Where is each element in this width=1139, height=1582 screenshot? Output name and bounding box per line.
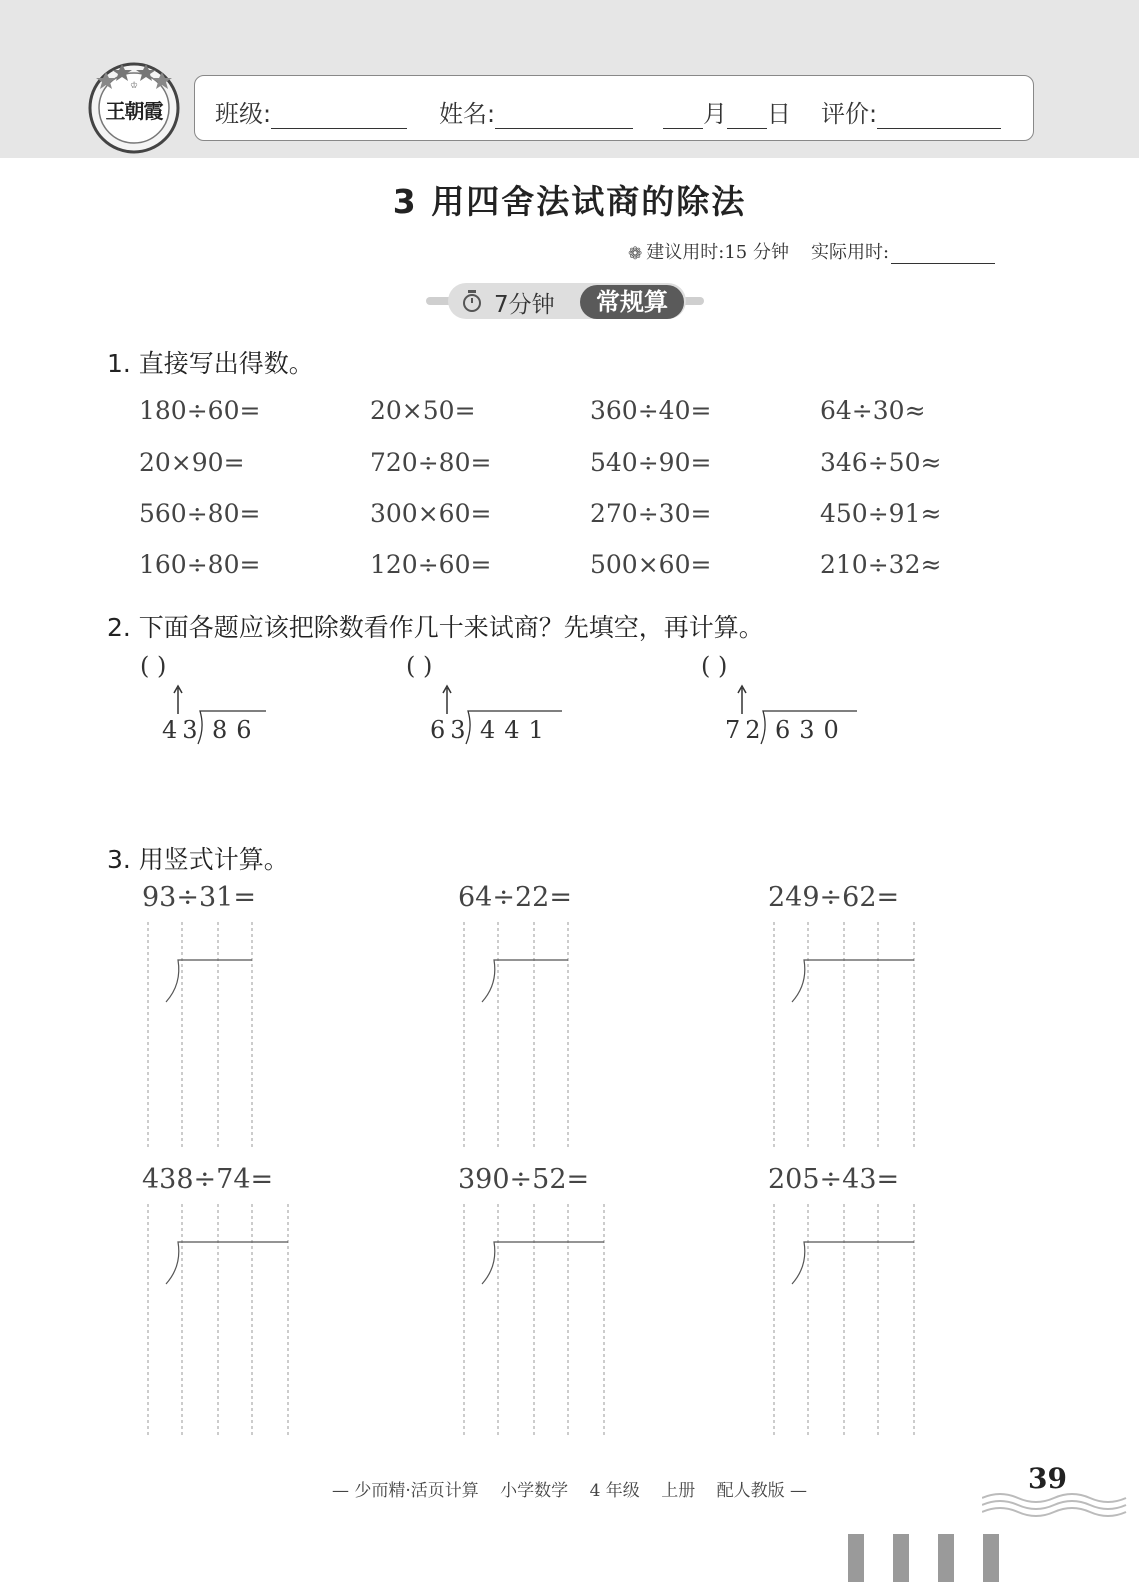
class-label: 班级:: [215, 100, 272, 128]
publisher-logo: [86, 58, 182, 154]
work-grid[interactable]: [766, 922, 926, 1152]
month-input-line[interactable]: [663, 102, 703, 129]
q1-item: 540÷90=: [590, 448, 712, 477]
class-input-line[interactable]: [271, 102, 407, 129]
q1-item: 560÷80=: [139, 499, 261, 528]
vertical-calc-problem: 390÷52=: [458, 1164, 590, 1195]
suggested-time: 建议用时:15 分钟: [646, 242, 789, 263]
divisor: 63: [430, 716, 471, 744]
page-title: 3 用四舍法试商的除法: [392, 182, 747, 221]
footer-grade: 4 年级: [589, 1481, 640, 1501]
date-field: [663, 94, 791, 129]
work-grid[interactable]: [140, 922, 270, 1152]
actual-time-input-line[interactable]: [891, 243, 995, 264]
edge-tab: [893, 1534, 909, 1582]
stopwatch-icon: [460, 289, 484, 313]
up-arrow-icon: [736, 684, 748, 714]
day-input-line[interactable]: [727, 102, 767, 129]
logo-text: 王朝霞: [105, 99, 163, 123]
vertical-calc-problem: 64÷22=: [458, 882, 572, 913]
vertical-calc-problem: 438÷74=: [142, 1164, 274, 1195]
footer-edition: 配人教版 —: [716, 1481, 808, 1501]
up-arrow-icon: [172, 684, 184, 714]
month-label: 月: [703, 100, 727, 128]
rating-input-line[interactable]: [877, 102, 1001, 129]
footer-book: — 少而精·活页计算: [331, 1481, 479, 1501]
edge-tab: [848, 1534, 864, 1582]
class-field: [215, 94, 407, 129]
section-label: 常规算: [580, 285, 684, 319]
svg-text:♔: ♔: [129, 81, 139, 91]
rating-field: [821, 94, 1001, 129]
work-grid[interactable]: [456, 1204, 616, 1440]
q1-item: 360÷40=: [590, 396, 712, 425]
estimate-answer-blank[interactable]: ( ): [701, 652, 728, 680]
up-arrow-icon: [441, 684, 453, 714]
student-info-box: [194, 75, 1034, 141]
q1-item: 346÷50≈: [820, 448, 942, 477]
footer: [0, 1476, 1139, 1501]
q2-prompt: 2. 下面各题应该把除数看作几十来试商？先填空，再计算。: [107, 613, 764, 642]
q1-item: 20×90=: [139, 448, 245, 477]
q1-item: 500×60=: [590, 550, 712, 579]
rating-label: 评价:: [821, 100, 878, 128]
footer-subject: 小学数学: [500, 1481, 569, 1501]
section-time: 7分钟: [494, 292, 555, 318]
footer-volume: 上册: [661, 1481, 696, 1501]
name-input-line[interactable]: [495, 102, 633, 129]
vertical-calc-problem: 249÷62=: [768, 882, 900, 913]
estimate-answer-blank[interactable]: ( ): [140, 652, 167, 680]
clock-gear-icon: ❁: [628, 244, 643, 264]
q1-prompt: 1. 直接写出得数。: [107, 349, 314, 378]
edge-tab: [983, 1534, 999, 1582]
dividend: 630: [775, 716, 848, 744]
vertical-calc-problem: 93÷31=: [142, 882, 256, 913]
work-grid[interactable]: [456, 922, 586, 1152]
edge-tab: [938, 1534, 954, 1582]
estimate-answer-blank[interactable]: ( ): [406, 652, 433, 680]
work-grid[interactable]: [140, 1204, 300, 1440]
timing-line: [628, 238, 995, 264]
page-number: 39: [1028, 1462, 1067, 1495]
actual-time-label: 实际用时:: [810, 242, 890, 263]
name-label: 姓名:: [439, 100, 496, 128]
q1-item: 20×50=: [370, 396, 476, 425]
q1-item: 120÷60=: [370, 550, 492, 579]
q3-prompt: 3. 用竖式计算。: [107, 845, 289, 874]
divisor: 43: [162, 716, 203, 744]
day-label: 日: [767, 100, 791, 128]
q1-item: 64÷30≈: [820, 396, 926, 425]
q1-item: 720÷80=: [370, 448, 492, 477]
divisor: 72: [725, 716, 766, 744]
dividend: 441: [480, 716, 553, 744]
vertical-calc-problem: 205÷43=: [768, 1164, 900, 1195]
q1-item: 210÷32≈: [820, 550, 942, 579]
q1-item: 270÷30=: [590, 499, 712, 528]
work-grid[interactable]: [766, 1204, 926, 1440]
q1-item: 450÷91≈: [820, 499, 942, 528]
q1-item: 160÷80=: [139, 550, 261, 579]
name-field: [439, 94, 633, 129]
q1-item: 180÷60=: [139, 396, 261, 425]
dividend: 86: [212, 716, 261, 744]
q1-item: 300×60=: [370, 499, 492, 528]
